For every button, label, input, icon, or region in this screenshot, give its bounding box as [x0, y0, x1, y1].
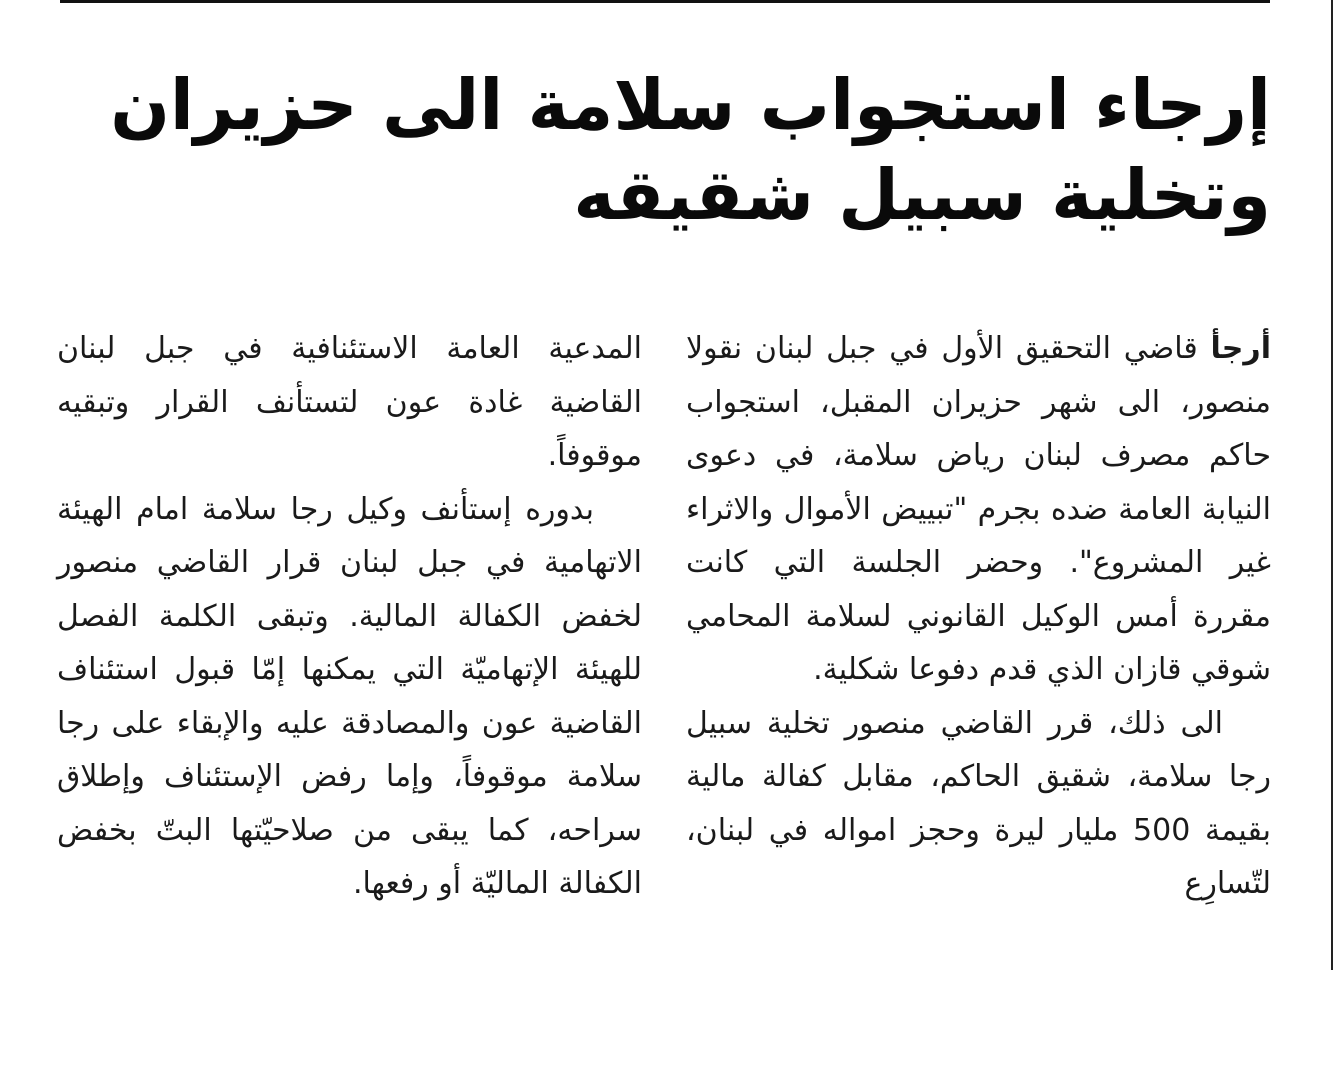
page-edge-rule: [1331, 0, 1333, 970]
headline: [91, 60, 1271, 240]
article-column-right: [686, 322, 1271, 911]
paragraph-3: المدعية العامة الاستئنافية في جبل لبنان القاضية غادة عون لتستأنف القرار وتبقيه موقوفاً.: [57, 331, 642, 473]
paragraph-1: [686, 322, 1271, 697]
paragraph-2: الى ذلك، قرر القاضي منصور تخلية سبيل رجا سلامة، شقيق الحاكم، مقابل كفالة مالية بقيمة 500 مليار ليرة وحجز امواله في لبنان، لتّسارِع: [686, 705, 1271, 901]
lead-word: أرجأ: [1210, 331, 1271, 366]
headline-line-2: وتخلية سبيل شقيقه: [573, 154, 1271, 236]
headline-line-1: إرجاء استجواب سلامة الى حزيران: [110, 64, 1271, 146]
top-rule: [60, 0, 1270, 3]
paragraph-1-text: قاضي التحقيق الأول في جبل لبنان نقولا منصور، الى شهر حزيران المقبل، استجواب حاكم مصرف لبنان رياض سلامة، في دعوى النيابة العامة ضده بجرم "تبييض الأموال والاثراء غير المشروع". وحضر الجلسة التي كانت مقررة أمس الوكيل القانوني لسلامة المحامي شوقي قازان الذي قدم دفوعا شكلية.: [686, 331, 1271, 687]
paragraph-4: بدوره إستأنف وكيل رجا سلامة امام الهيئة الاتهامية في جبل لبنان قرار القاضي منصور لخفض الكفالة المالية. وتبقى الكلمة الفصل للهيئة الإتهاميّة التي يمكنها إمّا قبول استئناف القاضية عون والمصادقة عليه والإبقاء على رجا سلامة موقوفاً، وإما رفض الإستئناف وإطلاق سراحه، كما يبقى من صلاحيّتها البتّ بخفض الكفالة الماليّة أو رفعها.: [57, 491, 642, 901]
article-column-left: [57, 322, 642, 911]
